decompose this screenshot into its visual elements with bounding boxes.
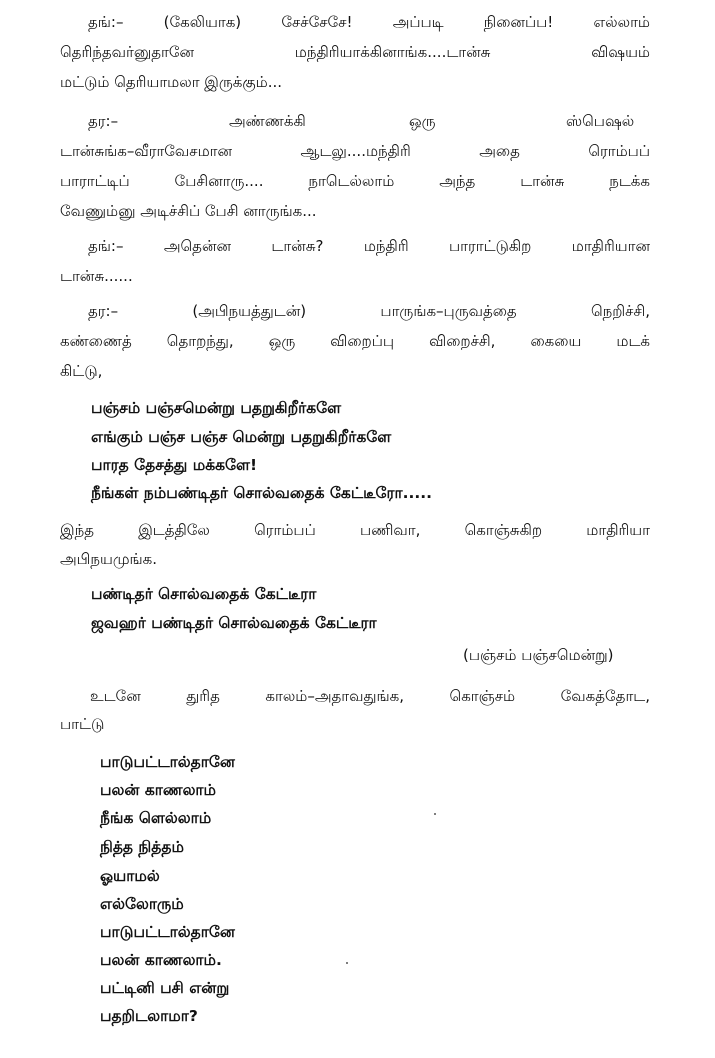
verse-line: பட்டினி பசி என்று: [100, 979, 230, 997]
instruction-2-line-1: உடனே துரித காலம்–அதாவதுங்க, கொஞ்சம் வேகத்தோட,: [90, 687, 650, 705]
verse-line: பலன் காணலாம்: [100, 781, 217, 799]
verse-line: ஜவஹர் பண்டிதர் சொல்வதைக் கேட்டீரா: [91, 614, 377, 632]
dialogue-thang-line-1: தங்:– (கேலியாக) சேச்சேசே! அப்படி நினைப்ப! எல்லாம்: [88, 13, 650, 31]
verse-line: பதறிடலாமா?: [100, 1007, 198, 1025]
refrain-note: (பஞ்சம் பஞ்சமென்று): [463, 646, 614, 664]
dialogue-thang-line-3: மட்டும் தெரியாமலா இருக்கும்...: [60, 73, 283, 91]
scan-speck: [434, 813, 436, 815]
dialogue-thara-line-2: டான்சுங்க–வீராவேசமான ஆடலு....மந்திரி அதை ரொம்பப்: [60, 142, 650, 160]
verse-line: பாரத தேசத்து மக்களே!: [91, 456, 258, 474]
dialogue-thang-line-2: தெரிந்தவர்னுதானே மந்திரியாக்கினாங்க....டான்சு விஷயம்: [60, 43, 650, 61]
dialogue-thang-2-line-2: டான்சு......: [60, 267, 133, 285]
speaker-thara: தர:–: [88, 112, 119, 130]
scan-speck: [346, 962, 348, 964]
verse-line: எல்லோரும்: [100, 895, 184, 913]
instruction-line-2: அபிநயமுங்க.: [60, 550, 157, 568]
dialogue-thara-line-3: பாராட்டிப் பேசினாரு.... நாடெல்லாம் அந்த டான்சு நடக்க: [60, 172, 650, 190]
verse-line: பலன் காணலாம்.: [100, 951, 222, 969]
instruction-2-line-2: பாட்டு: [60, 715, 105, 733]
dialogue-thara-2-line-3: கிட்டு,: [60, 362, 103, 380]
verse-line: நித்த நித்தம்: [100, 838, 184, 856]
verse-line: எங்கும் பஞ்ச பஞ்ச மென்று பதறுகிறீர்களே: [91, 428, 392, 446]
dialogue-thang-2-line-1: தங்:– அதென்ன டான்சு? மந்திரி பாராட்டுகிற மாதிரியான: [88, 237, 650, 255]
verse-line: பாடுபட்டால்தானே: [100, 923, 235, 941]
dialogue-thara-2-line-2: கண்ணைத் தொறந்து, ஒரு விறைப்பு விறைச்சி, கையை மடக்: [60, 332, 650, 350]
dialogue-thara-2-line-1: தர:– (அபிநயத்துடன்) பாருங்க–புருவத்தை நெறிச்சி,: [88, 302, 650, 320]
dialogue-word: அண்ணக்கி: [229, 112, 306, 130]
dialogue-word: ஒரு: [409, 112, 436, 130]
verse-line: பண்டிதர் சொல்வதைக் கேட்டீரா: [91, 585, 317, 603]
verse-line: நீங்கள் நம்பண்டிதர் சொல்வதைக் கேட்டீரோ.....: [91, 484, 433, 502]
verse-line: நீங்க ளெல்லாம்: [100, 809, 212, 827]
dialogue-thara-line-4: வேணும்னு அடிச்சிப் பேசி னாருங்க...: [60, 202, 317, 220]
verse-line: ஓயாமல்: [100, 867, 160, 885]
verse-line: பாடுபட்டால்தானே: [100, 753, 235, 771]
verse-line: பஞ்சம் பஞ்சமென்று பதறுகிறீர்களே: [91, 399, 342, 417]
dialogue-word: ஸ்பெஷல்: [566, 112, 635, 130]
instruction-line-1: இந்த இடத்திலே ரொம்பப் பணிவா, கொஞ்சுகிற மாதிரியா: [60, 521, 650, 539]
